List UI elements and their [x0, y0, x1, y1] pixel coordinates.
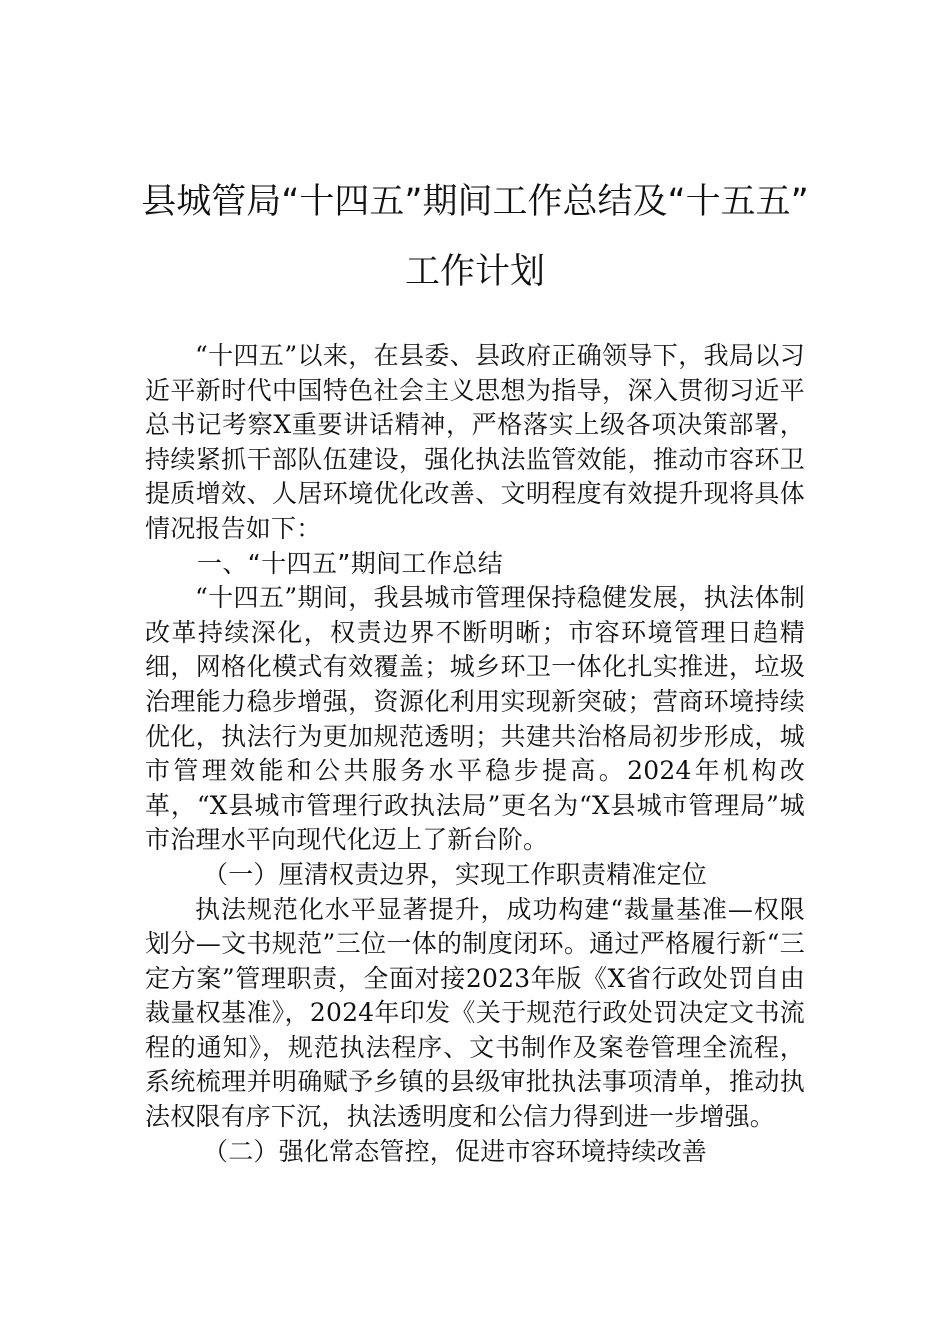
section-heading-1: 一、“十四五”期间工作总结	[197, 548, 504, 578]
subsection-paragraph-1: 执法规范化水平显著提升，成功构建“裁量基准—权限划分—文书规范”三位一体的制度闭环。通过严格履行新“三定方案”管理职责，全面对接2023年版《X省行政处罚自由裁量权基准》，2024年印发《关于规范行政处罚决定文书流程的通知》，规范执法程序、文书制作及案卷管理全流程，系统梳理并明确赋予乡镇的县级审批执法事项清单，推动执法权限有序下沉，执法透明度和公信力得到进一步增强。	[145, 894, 805, 1132]
summary-paragraph: “十四五”期间，我县城市管理保持稳健发展，执法体制改革持续深化，权责边界不断明晰；市容环境管理日趋精细，网格化模式有效覆盖；城乡环卫一体化扎实推进，垃圾治理能力稳步增强，资源化利用实现新突破；营商环境持续优化，执法行为更加规范透明；共建共治格局初步形成，城市管理效能和公共服务水平稳步提高。2024年机构改革，“X县城市管理行政执法局”更名为“X县城市管理局”城市治理水平向现代化迈上了新台阶。	[145, 583, 805, 855]
document-title-line-1: 县城管局“十四五”期间工作总结及“十五五”	[141, 182, 809, 222]
subsection-heading-1: （一）厘清权责边界，实现工作职责精准定位	[203, 859, 708, 889]
subsection-heading-2: （二）强化常态管控，促进市容环境持续改善	[203, 1136, 708, 1166]
intro-paragraph: “十四五”以来，在县委、县政府正确领导下，我局以习近平新时代中国特色社会主义思想为指导，深入贯彻习近平总书记考察X重要讲话精神，严格落实上级各项决策部署，持续紧抓干部队伍建设，强化执法监管效能，推动市容环卫提质增效、人居环境优化改善、文明程度有效提升现将具体情况报告如下：	[145, 341, 805, 543]
document-title-line-2: 工作计划	[404, 252, 545, 292]
document-body	[145, 339, 805, 1169]
